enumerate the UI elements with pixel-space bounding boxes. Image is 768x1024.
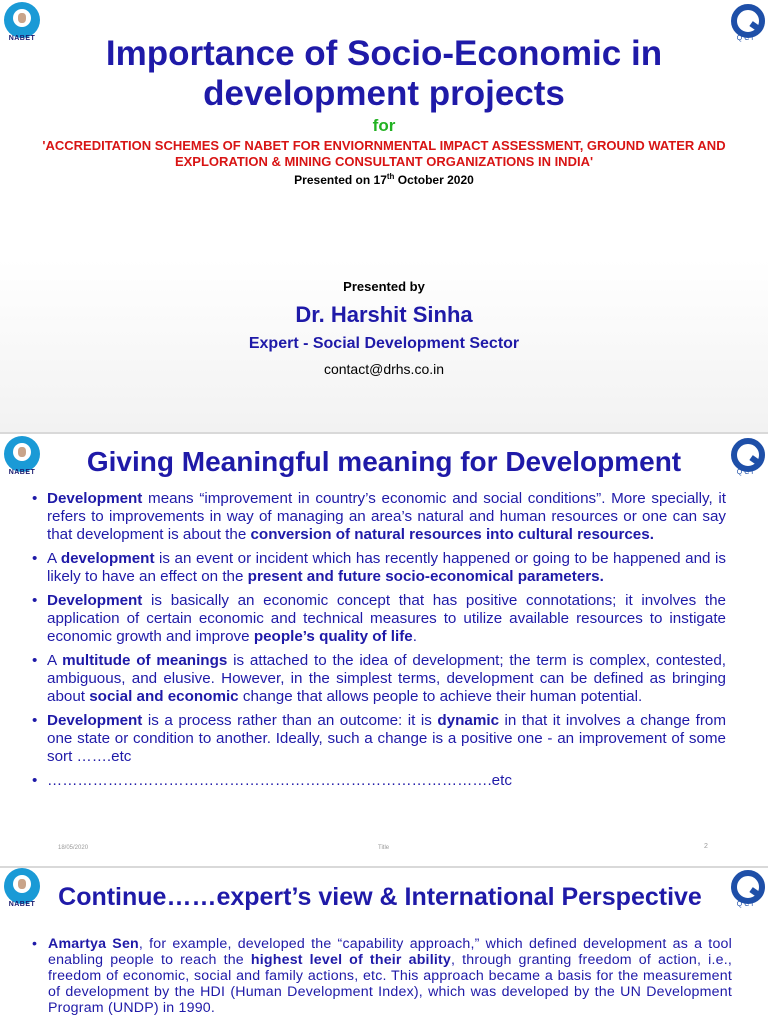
nabet-logo-text: NABET (8, 35, 36, 42)
page-number: 2 (704, 843, 708, 850)
slide-title: Continue……expert’s view & International Perspective (58, 883, 702, 911)
development-meaning-slide (0, 434, 768, 866)
title-slide (0, 0, 768, 432)
nabet-logo-text: NABET (8, 901, 36, 908)
nabet-logo-text: NABET (8, 469, 36, 476)
contact-email: contact@drhs.co.in (323, 361, 445, 377)
presented-by-label: Presented by (343, 279, 425, 294)
qci-emblem-icon (731, 870, 765, 904)
qci-logo (726, 2, 766, 44)
presenter-role: Expert - Social Development Sector (248, 335, 520, 352)
qci-logo (726, 868, 766, 910)
presentation-date: Presented on 17th October 2020 (294, 172, 474, 187)
for-label: for (372, 116, 396, 135)
footer-title: Title (378, 845, 390, 851)
nabet-logo (2, 2, 42, 44)
nabet-logo (2, 868, 42, 910)
footer-date: 18/05/2020 (58, 845, 89, 851)
presentation-title: Importance of Socio-Economic in development projects (105, 34, 663, 113)
bullet-item: • …………………………………………………………………………….etc (30, 772, 726, 790)
nabet-emblem-icon (4, 436, 40, 472)
bullet-list (30, 936, 732, 1016)
qci-logo-text: QCI (736, 35, 756, 42)
bullet-item: • Development is a process rather than an outcome: it is dynamic in that it involves a change from one state or condition to another. Ideally, such a change is a positive one - an improvement of some sort …….etc (30, 712, 726, 766)
presentation-subtitle: 'ACCREDITATION SCHEMES OF NABET FOR ENVIORNMENTAL IMPACT ASSESSMENT, GROUND WATER AND EXPLORATION & MINING CONSULTANT ORGANIZATIONS IN INDIA' (42, 138, 726, 169)
bullet-item: • A development is an event or incident which has recently happened or going to be happened and is likely to have an effect on the present and future socio-economical parameters. (30, 550, 726, 586)
bullet-list (30, 490, 726, 796)
qci-logo (726, 436, 766, 478)
bullet-item: • A multitude of meanings is attached to the idea of development; the term is complex, contested, ambiguous, and elusive. However, in the simplest terms, development can be defined as bringing about social and economic change that allows people to achieve their human potential. (30, 652, 726, 706)
qci-emblem-icon (731, 4, 765, 38)
nabet-emblem-icon (4, 868, 40, 904)
nabet-emblem-icon (4, 2, 40, 38)
bullet-item: • Development is basically an economic concept that has positive connotations; it involves the application of certain economic and technical measures to utilize available resources to instigate economic growth and improve people’s quality of life. (30, 592, 726, 646)
slide-title: Giving Meaningful meaning for Development (86, 446, 682, 477)
nabet-logo (2, 436, 42, 478)
presenter-name: Dr. Harshit Sinha (295, 302, 473, 327)
experts-view-slide (0, 868, 768, 1024)
qci-logo-text: QCI (736, 901, 756, 908)
qci-logo-text: QCI (736, 469, 756, 476)
qci-emblem-icon (731, 438, 765, 472)
bullet-item: • Development means “improvement in country’s economic and social conditions”. More specially, it refers to improvements in way of managing an area’s natural and human resources or one can say that development is about the conversion of natural resources into cultural resources. (30, 490, 726, 544)
bullet-item: • Amartya Sen, for example, developed the “capability approach,” which defined development as a tool enabling people to reach the highest level of their ability, through granting freedom of action, i.e., freedom of economic, social and family actions, etc. This approach became a basis for the measurement of development by the HDI (Human Development Index), which was developed by the UN Development Program (UNDP) in 1990. (30, 936, 732, 1016)
